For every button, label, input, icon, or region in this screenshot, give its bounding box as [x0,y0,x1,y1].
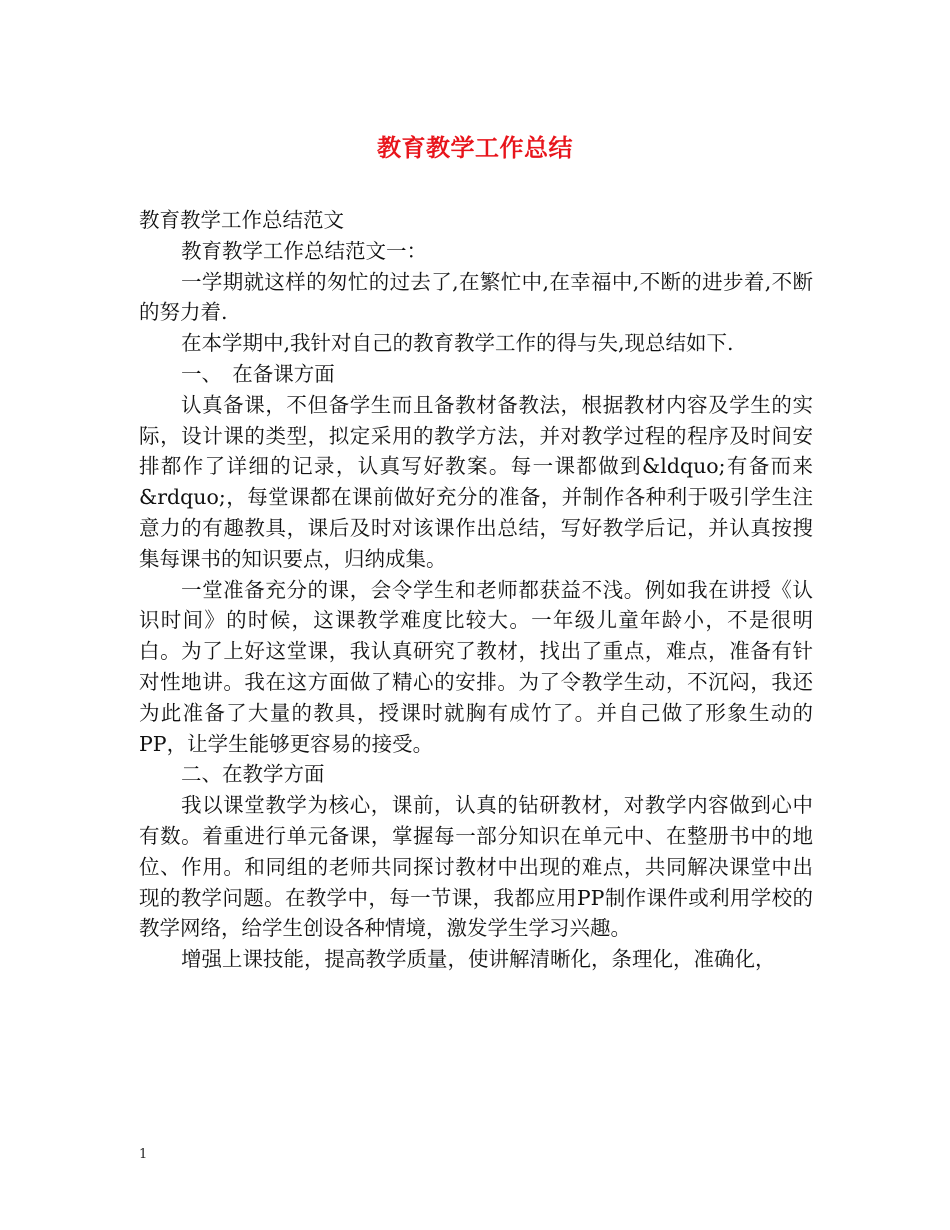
paragraph: 增强上课技能，提高教学质量，使讲解清晰化，条理化，准确化， [181,947,776,972]
paragraph: 我以课堂教学为核心，课前，认真的钻研教材，对教学内容做到心中有数。着重进行单元备课，掌握每一部分知识在单元中、在整册书中的地位、作用。和同组的老师共同探讨教材中出现的难点，共同解决课堂中出现的教学问题。在教学中，每一节课，我都应用PP制作课件或利用学校的教学网络，给学生创设各种情境，激发学生学习兴趣。 [139,793,813,941]
paragraph: 一堂准备充分的课，会令学生和老师都获益不浅。例如我在讲授《认识时间》的时候，这课教学难度比较大。一年级儿童年龄小，不是很明白。为了上好这堂课，我认真研究了教材，找出了重点，难点，准备有针对性地讲。我在这方面做了精心的安排。为了令教学生动，不沉闷，我还为此准备了大量的教具，授课时就胸有成竹了。并自己做了形象生动的PP，让学生能够更容易的接受。 [139,577,813,756]
document-title: 教育教学工作总结 [377,133,573,162]
paragraph: 认真备课，不但备学生而且备教材备教法，根据教材内容及学生的实际，设计课的类型，拟定采用的教学方法，并对教学过程的程序及时间安排都作了详细的记录，认真写好教案。每一课都做到&ldquo;有备而来&rdquo;，每堂课都在课前做好充分的准备，并制作各种利于吸引学生注意力的有趣教具，课后及时对该课作出总结，写好教学后记，并认真按搜集每课书的知识要点，归纳成集。 [139,392,813,571]
paragraph: 教育教学工作总结范文一： [181,238,427,263]
paragraph: 一学期就这样的匆忙的过去了,在繁忙中,在幸福中,不断的进步着,不断的努力着. [139,269,813,325]
section-heading: 一、 在备课方面 [181,361,335,386]
page-number: 1 [139,1147,148,1162]
document-body [139,205,813,975]
section-heading: 二、在教学方面 [181,762,325,787]
paragraph: 在本学期中,我针对自己的教育教学工作的得与失,现总结如下. [181,331,734,356]
paragraph-subtitle: 教育教学工作总结范文 [139,208,344,232]
